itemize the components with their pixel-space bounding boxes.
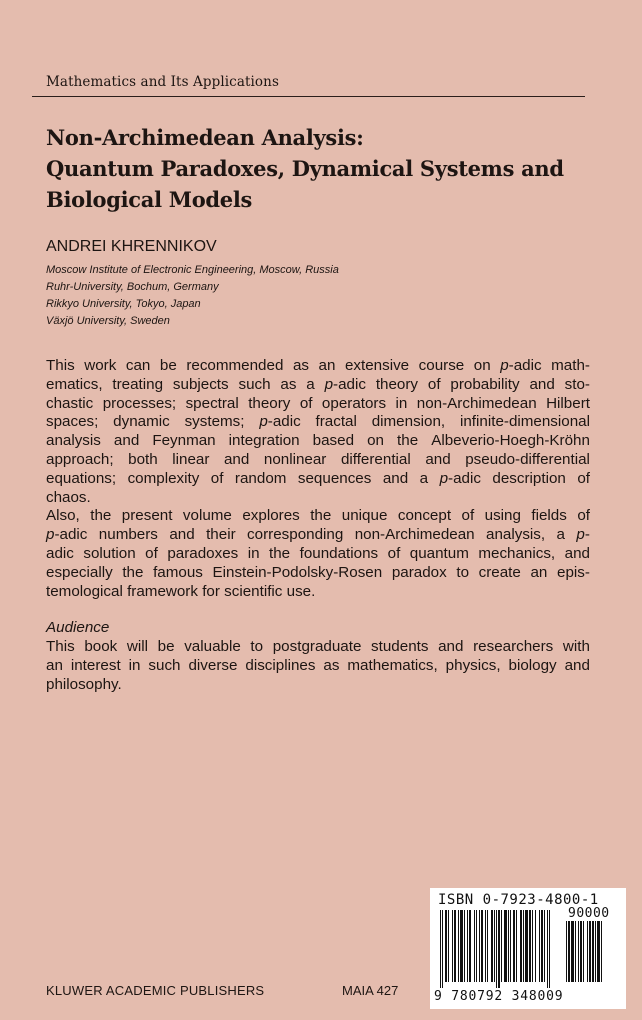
word: random bbox=[234, 469, 287, 487]
word: linear bbox=[172, 450, 210, 468]
word: work bbox=[84, 357, 117, 374]
barcode-bar bbox=[442, 910, 443, 988]
text-line bbox=[46, 583, 590, 602]
word: concept bbox=[397, 507, 452, 525]
text-line bbox=[46, 451, 590, 470]
word: This bbox=[46, 638, 75, 656]
barcode-bar bbox=[539, 910, 540, 982]
word: the bbox=[310, 507, 332, 525]
series-code: MAIA 427 bbox=[342, 983, 399, 998]
paragraph-gap bbox=[46, 601, 590, 619]
barcode-bar bbox=[544, 910, 545, 982]
barcode-bar bbox=[496, 910, 497, 988]
title-line: Biological Models bbox=[46, 187, 253, 212]
word: spectral bbox=[185, 394, 239, 412]
word: operators bbox=[321, 394, 387, 412]
word: in bbox=[128, 656, 141, 674]
word: such bbox=[238, 375, 271, 393]
barcode-bar bbox=[467, 910, 468, 982]
barcode-bar bbox=[541, 910, 543, 982]
word: a bbox=[556, 526, 565, 544]
word: mechanics, bbox=[478, 544, 556, 562]
barcode-bar bbox=[491, 910, 493, 982]
word: sto- bbox=[564, 375, 590, 393]
word: a bbox=[419, 469, 429, 487]
word: chastic bbox=[46, 394, 94, 412]
text-line bbox=[46, 395, 590, 414]
word: infinite-dimensional bbox=[459, 413, 590, 431]
word: Feynman bbox=[152, 432, 216, 450]
barcode-bar bbox=[516, 910, 517, 982]
text-line bbox=[46, 413, 590, 432]
barcode-bar bbox=[580, 921, 582, 982]
word: epis- bbox=[557, 563, 590, 581]
word: processes; bbox=[102, 394, 177, 412]
word: the bbox=[90, 507, 112, 525]
word: spaces; bbox=[46, 413, 99, 431]
barcode-bar bbox=[445, 910, 447, 982]
word: as bbox=[280, 375, 297, 393]
word: differential bbox=[340, 450, 411, 468]
barcode-bar bbox=[510, 910, 511, 982]
word: the bbox=[122, 563, 144, 581]
word: theory bbox=[375, 375, 419, 393]
word: paradox bbox=[391, 563, 447, 581]
word: students bbox=[371, 638, 429, 656]
barcode-bar bbox=[448, 910, 449, 982]
word: an bbox=[530, 563, 548, 581]
word: of bbox=[461, 507, 475, 525]
paragraph-2 bbox=[46, 507, 590, 601]
word: of bbox=[210, 469, 224, 487]
word: especially bbox=[46, 563, 113, 581]
word: ematics, bbox=[46, 375, 103, 393]
word: valuable bbox=[184, 638, 241, 656]
word: analysis bbox=[46, 432, 101, 450]
word: disciplines bbox=[245, 656, 316, 674]
word: be bbox=[159, 357, 177, 374]
word: volume bbox=[182, 507, 232, 525]
word: subjects bbox=[172, 375, 229, 393]
text-line bbox=[46, 432, 590, 451]
word: solution bbox=[83, 544, 136, 562]
word: Hilbert bbox=[546, 394, 590, 412]
barcode-bar bbox=[479, 910, 480, 982]
word: use. bbox=[286, 582, 316, 600]
barcode-bar bbox=[494, 910, 495, 982]
word: and bbox=[564, 544, 590, 562]
word: analysis, bbox=[486, 526, 546, 544]
word: of bbox=[577, 469, 590, 487]
word: an bbox=[318, 357, 336, 374]
ean-barcode bbox=[440, 910, 562, 988]
word: p-adic bbox=[439, 469, 481, 487]
word: will bbox=[126, 638, 149, 656]
barcode-bar bbox=[452, 910, 453, 982]
barcode-bar bbox=[513, 910, 515, 982]
word: physics, bbox=[445, 656, 501, 674]
word: their bbox=[206, 526, 236, 544]
affiliation: Rikkyo University, Tokyo, Japan bbox=[46, 298, 201, 310]
word: corresponding bbox=[247, 526, 344, 544]
price-code: 90000 bbox=[568, 906, 610, 921]
publisher-name: KLUWER ACADEMIC PUBLISHERS bbox=[46, 983, 265, 998]
word: scientific bbox=[224, 582, 283, 600]
word: such bbox=[148, 656, 181, 674]
barcode-bar bbox=[597, 921, 600, 982]
text-line bbox=[46, 676, 590, 695]
barcode-bar bbox=[504, 910, 507, 982]
barcode-bar bbox=[476, 910, 477, 982]
word: framework bbox=[127, 582, 198, 600]
barcode-bar bbox=[566, 921, 567, 982]
barcode-bar bbox=[454, 910, 456, 982]
barcode-bar bbox=[460, 910, 463, 982]
word: book bbox=[84, 638, 118, 656]
word: mathematics, bbox=[347, 656, 438, 674]
word: equations; bbox=[46, 469, 117, 487]
word: pseudo-differential bbox=[465, 450, 590, 468]
word: and bbox=[564, 656, 590, 674]
barcode-bar bbox=[578, 921, 579, 982]
word: chaos. bbox=[46, 488, 91, 506]
barcode-bar bbox=[525, 910, 528, 982]
affiliation: Moscow Institute of Electronic Engineering, Moscow, Russia bbox=[46, 264, 339, 276]
word: nonlinear bbox=[263, 450, 327, 468]
word: on bbox=[473, 357, 491, 374]
barcode-bar bbox=[520, 910, 522, 982]
word: researchers bbox=[473, 638, 554, 656]
word: postgraduate bbox=[272, 638, 362, 656]
barcode-bar bbox=[485, 910, 486, 982]
word: to bbox=[250, 638, 264, 656]
word: dimension, bbox=[371, 413, 446, 431]
barcode-bar bbox=[440, 910, 441, 988]
barcode-bar bbox=[601, 921, 602, 982]
word: of bbox=[299, 394, 313, 412]
affiliation: Ruhr-University, Bochum, Germany bbox=[46, 281, 219, 293]
word: using bbox=[484, 507, 521, 525]
affiliation: Växjö University, Sweden bbox=[46, 315, 170, 327]
word: dynamic bbox=[113, 413, 170, 431]
word: and bbox=[438, 638, 464, 656]
word: systems; bbox=[184, 413, 245, 431]
word: based bbox=[312, 432, 355, 450]
isbn-text: ISBN 0-7923-4800-1 bbox=[438, 892, 599, 908]
word: paradoxes bbox=[167, 544, 239, 562]
title-line: Non-Archimedean Analysis: bbox=[46, 125, 364, 150]
word: recommended bbox=[186, 357, 284, 374]
word: the bbox=[269, 544, 291, 562]
affiliations bbox=[46, 262, 339, 330]
barcode-bar bbox=[532, 910, 533, 982]
word: and bbox=[113, 432, 140, 450]
barcode-bar bbox=[592, 921, 594, 982]
word: of bbox=[427, 375, 441, 393]
word: extensive bbox=[344, 357, 410, 374]
word: with bbox=[562, 638, 590, 656]
word: diverse bbox=[188, 656, 238, 674]
word: an bbox=[46, 656, 63, 674]
word: temological bbox=[46, 582, 123, 600]
barcode-bar bbox=[501, 910, 502, 982]
barcode-bar bbox=[583, 921, 584, 982]
barcode-bar bbox=[571, 921, 574, 982]
word: present bbox=[121, 507, 173, 525]
word: p-adic bbox=[46, 526, 88, 544]
word: fields bbox=[531, 507, 567, 525]
word: and bbox=[169, 526, 195, 544]
word: probability bbox=[450, 375, 520, 393]
word: biology bbox=[508, 656, 557, 674]
word: both bbox=[128, 450, 158, 468]
word: quantum bbox=[409, 544, 469, 562]
barcode-bar bbox=[508, 910, 509, 982]
word: theory bbox=[248, 394, 291, 412]
word: course bbox=[418, 357, 465, 374]
word: non-Archimedean bbox=[354, 526, 475, 544]
barcode-bar bbox=[469, 910, 471, 982]
barcode-digits: 9 780792 348009 bbox=[434, 989, 564, 1004]
text-line bbox=[46, 470, 590, 489]
series-title: Mathematics and Its Applications bbox=[46, 74, 279, 90]
word: complexity bbox=[127, 469, 200, 487]
word: of bbox=[145, 544, 158, 562]
word: approach; bbox=[46, 450, 114, 468]
text-line bbox=[46, 545, 590, 564]
title-line: Quantum Paradoxes, Dynamical Systems and bbox=[46, 156, 564, 181]
word: as bbox=[323, 656, 340, 674]
word: p-adic bbox=[259, 413, 301, 431]
word: non-Archimedean bbox=[416, 394, 537, 412]
barcode-bar bbox=[481, 910, 483, 982]
text-line bbox=[46, 489, 590, 508]
barcode-bar bbox=[549, 910, 550, 988]
word: explores bbox=[242, 507, 300, 525]
barcode-bar bbox=[529, 910, 531, 982]
barcode-label bbox=[430, 888, 626, 1009]
word: create bbox=[478, 563, 521, 581]
word: in bbox=[395, 394, 408, 412]
barcode-bar bbox=[523, 910, 524, 982]
barcode-bar bbox=[474, 910, 475, 982]
book-title bbox=[46, 122, 586, 215]
barcode-bar bbox=[595, 921, 596, 982]
word: the bbox=[397, 432, 419, 450]
barcode-bar bbox=[498, 910, 500, 988]
barcode-bar bbox=[575, 921, 576, 982]
text-line bbox=[46, 357, 590, 376]
word: sequences bbox=[297, 469, 372, 487]
word: of bbox=[387, 544, 401, 562]
audience-paragraph bbox=[46, 638, 590, 694]
word: unique bbox=[341, 507, 388, 525]
word: foundations bbox=[299, 544, 379, 562]
word: adic bbox=[46, 544, 74, 562]
word: fractal bbox=[315, 413, 357, 431]
paragraph-1 bbox=[46, 357, 590, 507]
word: Einstein-Podolsky-Rosen bbox=[212, 563, 383, 581]
barcode-bar bbox=[487, 910, 488, 982]
word: p-adic bbox=[324, 375, 366, 393]
word: numbers bbox=[98, 526, 158, 544]
barcode-bar bbox=[458, 910, 459, 982]
text-line bbox=[46, 526, 590, 545]
barcode-bar bbox=[587, 921, 588, 982]
word: math- bbox=[551, 357, 590, 374]
audience-heading: Audience bbox=[46, 619, 110, 637]
word: description bbox=[492, 469, 566, 487]
barcode-bar bbox=[464, 910, 465, 982]
author-name: ANDREI KHRENNIKOV bbox=[46, 238, 217, 255]
word: treating bbox=[112, 375, 164, 393]
word: and bbox=[425, 450, 451, 468]
word: and bbox=[223, 450, 250, 468]
barcode-bar bbox=[568, 921, 570, 982]
word: p-adic bbox=[500, 357, 542, 374]
text-line bbox=[46, 638, 590, 657]
text-line bbox=[46, 376, 590, 395]
word: integration bbox=[228, 432, 300, 450]
word: Also, bbox=[46, 507, 80, 525]
description bbox=[46, 357, 590, 695]
addon-barcode bbox=[566, 921, 618, 988]
word: on bbox=[367, 432, 384, 450]
word: philosophy. bbox=[46, 675, 122, 693]
word: be bbox=[157, 638, 175, 656]
word: in bbox=[247, 544, 260, 562]
word: to bbox=[456, 563, 470, 581]
barcode-bar bbox=[547, 910, 548, 988]
word: and bbox=[529, 375, 555, 393]
word: interest bbox=[70, 656, 121, 674]
word: of bbox=[577, 507, 590, 525]
text-line bbox=[46, 564, 590, 583]
barcode-bar bbox=[589, 921, 591, 982]
word: can bbox=[125, 357, 151, 374]
word: Albeverio-Hoegh-Kröhn bbox=[431, 432, 590, 450]
word: This bbox=[46, 357, 75, 374]
barcode-bar bbox=[535, 910, 536, 982]
word: for bbox=[202, 582, 220, 600]
word: a bbox=[306, 375, 315, 393]
word: p- bbox=[576, 526, 590, 544]
word: as bbox=[292, 357, 309, 374]
text-line bbox=[46, 657, 590, 676]
word: and bbox=[382, 469, 409, 487]
word: famous bbox=[153, 563, 203, 581]
text-line bbox=[46, 507, 590, 526]
header-rule bbox=[32, 96, 585, 97]
